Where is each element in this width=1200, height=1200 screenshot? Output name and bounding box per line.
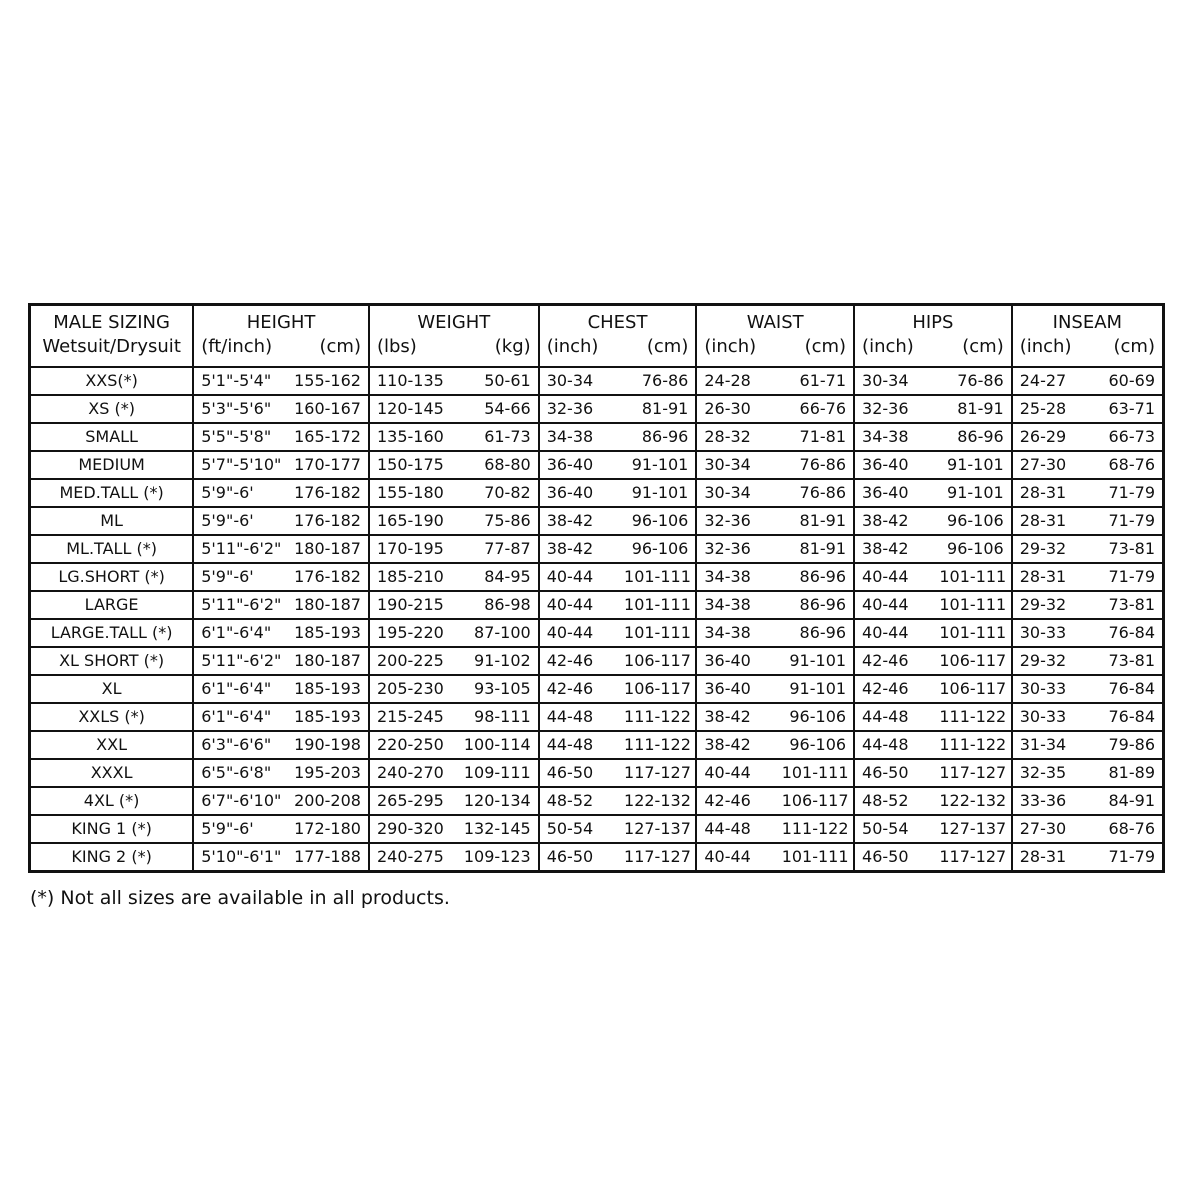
table-row xyxy=(30,367,1164,395)
measurement-cell: 84-91 xyxy=(1088,787,1163,815)
measurement-cell: 81-91 xyxy=(775,507,854,535)
measurement-cell: 127-137 xyxy=(617,815,696,843)
measurement-cell: 34-38 xyxy=(696,619,774,647)
measurement-cell: 28-31 xyxy=(1012,843,1088,872)
measurement-cell: 91-101 xyxy=(932,451,1011,479)
waist-unit-right: (cm) xyxy=(775,334,854,367)
measurement-cell: 100-114 xyxy=(454,731,538,759)
measurement-cell: 111-122 xyxy=(775,815,854,843)
size-name-cell: XXLS (*) xyxy=(30,703,194,731)
table-row xyxy=(30,619,1164,647)
measurement-cell: 34-38 xyxy=(696,563,774,591)
measurement-cell: 101-111 xyxy=(617,619,696,647)
measurement-cell: 40-44 xyxy=(854,563,932,591)
measurement-cell: 40-44 xyxy=(539,591,617,619)
measurement-cell: 40-44 xyxy=(539,619,617,647)
measurement-cell: 5'10"-6'1" xyxy=(193,843,281,872)
measurement-cell: 42-46 xyxy=(854,647,932,675)
measurement-cell: 117-127 xyxy=(617,843,696,872)
measurement-cell: 86-96 xyxy=(932,423,1011,451)
measurement-cell: 44-48 xyxy=(854,703,932,731)
measurement-cell: 86-96 xyxy=(617,423,696,451)
measurement-cell: 185-193 xyxy=(282,675,369,703)
measurement-cell: 30-34 xyxy=(696,479,774,507)
measurement-cell: 195-220 xyxy=(369,619,454,647)
size-name-cell: KING 1 (*) xyxy=(30,815,194,843)
measurement-cell: 34-38 xyxy=(539,423,617,451)
table-row xyxy=(30,423,1164,451)
measurement-cell: 176-182 xyxy=(282,563,369,591)
measurement-cell: 109-111 xyxy=(454,759,538,787)
measurement-cell: 91-102 xyxy=(454,647,538,675)
measurement-cell: 40-44 xyxy=(854,619,932,647)
measurement-cell: 5'9"-6' xyxy=(193,815,281,843)
measurement-cell: 38-42 xyxy=(854,507,932,535)
measurement-cell: 77-87 xyxy=(454,535,538,563)
measurement-cell: 170-195 xyxy=(369,535,454,563)
table-row xyxy=(30,647,1164,675)
measurement-cell: 46-50 xyxy=(854,759,932,787)
measurement-cell: 76-84 xyxy=(1088,675,1163,703)
measurement-cell: 75-86 xyxy=(454,507,538,535)
measurement-cell: 190-215 xyxy=(369,591,454,619)
measurement-cell: 180-187 xyxy=(282,647,369,675)
measurement-cell: 36-40 xyxy=(854,479,932,507)
size-name-cell: ML xyxy=(30,507,194,535)
measurement-cell: 40-44 xyxy=(696,843,774,872)
size-name-cell: XL xyxy=(30,675,194,703)
measurement-cell: 185-210 xyxy=(369,563,454,591)
weight-unit-left: (lbs) xyxy=(369,334,454,367)
waist-unit-left: (inch) xyxy=(696,334,774,367)
size-column-title: MALE SIZING xyxy=(53,312,170,333)
measurement-cell: 30-33 xyxy=(1012,619,1088,647)
measurement-cell: 101-111 xyxy=(932,591,1011,619)
measurement-cell: 34-38 xyxy=(696,591,774,619)
measurement-cell: 220-250 xyxy=(369,731,454,759)
measurement-cell: 6'1"-6'4" xyxy=(193,703,281,731)
measurement-cell: 101-111 xyxy=(932,563,1011,591)
measurement-cell: 6'1"-6'4" xyxy=(193,675,281,703)
measurement-cell: 122-132 xyxy=(932,787,1011,815)
size-name-cell: ML.TALL (*) xyxy=(30,535,194,563)
measurement-cell: 61-71 xyxy=(799,371,847,390)
measurement-cell: 106-117 xyxy=(617,675,696,703)
measurement-cell: 106-117 xyxy=(932,647,1011,675)
measurement-cell: 38-42 xyxy=(696,731,774,759)
measurement-cell: 180-187 xyxy=(282,591,369,619)
measurement-cell: 71-79 xyxy=(1088,563,1163,591)
measurement-cell: 111-122 xyxy=(617,731,696,759)
measurement-cell: 29-32 xyxy=(1012,535,1088,563)
measurement-cell: 29-32 xyxy=(1012,647,1088,675)
measurement-cell: 50-54 xyxy=(854,815,932,843)
measurement-cell: 185-193 xyxy=(282,703,369,731)
weight-column-title: WEIGHT xyxy=(369,305,539,335)
size-column-subtitle: Wetsuit/Drysuit xyxy=(30,334,194,367)
measurement-cell: 38-42 xyxy=(854,535,932,563)
measurement-cell: 42-46 xyxy=(696,787,774,815)
size-name-cell: LG.SHORT (*) xyxy=(30,563,194,591)
measurement-cell: 44-48 xyxy=(854,731,932,759)
measurement-cell: 91-101 xyxy=(617,451,696,479)
measurement-cell: 135-160 xyxy=(369,423,454,451)
measurement-cell: 155-162 xyxy=(294,371,361,390)
size-chart xyxy=(28,303,1165,873)
size-name-cell: MED.TALL (*) xyxy=(30,479,194,507)
table-row xyxy=(30,591,1164,619)
measurement-cell: 68-76 xyxy=(1088,451,1163,479)
measurement-cell: 120-145 xyxy=(369,395,454,423)
measurement-cell: 44-48 xyxy=(539,703,617,731)
measurement-cell: 109-123 xyxy=(454,843,538,872)
measurement-cell: 5'7"-5'10" xyxy=(193,451,281,479)
measurement-cell: 71-79 xyxy=(1088,507,1163,535)
size-name-cell: MEDIUM xyxy=(30,451,194,479)
measurement-cell: 86-96 xyxy=(775,563,854,591)
measurement-cell: 101-111 xyxy=(775,759,854,787)
measurement-cell: 106-117 xyxy=(775,787,854,815)
measurement-cell: 165-172 xyxy=(282,423,369,451)
measurement-cell: 34-38 xyxy=(854,423,932,451)
measurement-cell: 36-40 xyxy=(696,675,774,703)
measurement-cell: 86-96 xyxy=(775,619,854,647)
measurement-cell: 36-40 xyxy=(696,647,774,675)
size-name-cell: LARGE.TALL (*) xyxy=(30,619,194,647)
measurement-cell: 265-295 xyxy=(369,787,454,815)
chest-unit-left: (inch) xyxy=(539,334,617,367)
size-name-cell: XXS(*) xyxy=(85,371,138,390)
measurement-cell: 240-275 xyxy=(369,843,454,872)
measurement-cell: 5'3"-5'6" xyxy=(193,395,281,423)
size-name-cell: XXL xyxy=(30,731,194,759)
measurement-cell: 5'11"-6'2" xyxy=(193,535,281,563)
measurement-cell: 76-86 xyxy=(775,451,854,479)
measurement-cell: 81-91 xyxy=(775,535,854,563)
measurement-cell: 60-69 xyxy=(1108,371,1155,390)
table-row xyxy=(30,703,1164,731)
measurement-cell: 96-106 xyxy=(775,731,854,759)
measurement-cell: 122-132 xyxy=(617,787,696,815)
measurement-cell: 117-127 xyxy=(932,843,1011,872)
table-row xyxy=(30,731,1164,759)
measurement-cell: 176-182 xyxy=(282,479,369,507)
measurement-cell: 46-50 xyxy=(854,843,932,872)
measurement-cell: 240-270 xyxy=(369,759,454,787)
measurement-cell: 29-32 xyxy=(1012,591,1088,619)
table-row xyxy=(30,507,1164,535)
height-unit-left: (ft/inch) xyxy=(193,334,281,367)
measurement-cell: 26-30 xyxy=(696,395,774,423)
measurement-cell: 42-46 xyxy=(539,647,617,675)
hips-unit-left: (inch) xyxy=(854,334,932,367)
height-unit-right: (cm) xyxy=(282,334,369,367)
measurement-cell: 48-52 xyxy=(854,787,932,815)
measurement-cell: 190-198 xyxy=(282,731,369,759)
measurement-cell: 5'9"-6' xyxy=(193,507,281,535)
header-row-units xyxy=(30,334,1164,367)
measurement-cell: 32-36 xyxy=(696,507,774,535)
measurement-cell: 25-28 xyxy=(1012,395,1088,423)
measurement-cell: 96-106 xyxy=(617,507,696,535)
measurement-cell: 33-36 xyxy=(1012,787,1088,815)
measurement-cell: 5'11"-6'2" xyxy=(193,591,281,619)
measurement-cell: 70-82 xyxy=(454,479,538,507)
measurement-cell: 96-106 xyxy=(932,507,1011,535)
measurement-cell: 101-111 xyxy=(775,843,854,872)
inseam-column-title: INSEAM xyxy=(1012,305,1164,335)
measurement-cell: 44-48 xyxy=(696,815,774,843)
waist-column-title: WAIST xyxy=(696,305,854,335)
measurement-cell: 170-177 xyxy=(282,451,369,479)
measurement-cell: 42-46 xyxy=(854,675,932,703)
table-row xyxy=(30,479,1164,507)
measurement-cell: 27-30 xyxy=(1012,451,1088,479)
table-row xyxy=(30,535,1164,563)
measurement-cell: 38-42 xyxy=(696,703,774,731)
measurement-cell: 155-180 xyxy=(369,479,454,507)
measurement-cell: 205-230 xyxy=(369,675,454,703)
measurement-cell: 5'1"-5'4" xyxy=(193,367,281,395)
measurement-cell: 28-31 xyxy=(1012,563,1088,591)
measurement-cell: 28-31 xyxy=(1012,507,1088,535)
measurement-cell: 84-95 xyxy=(454,563,538,591)
measurement-cell: 86-98 xyxy=(454,591,538,619)
measurement-cell: 66-73 xyxy=(1088,423,1163,451)
hips-unit-right: (cm) xyxy=(932,334,1011,367)
measurement-cell: 5'5"-5'8" xyxy=(193,423,281,451)
measurement-cell: 63-71 xyxy=(1088,395,1163,423)
table-row xyxy=(30,815,1164,843)
measurement-cell: 101-111 xyxy=(932,619,1011,647)
table-row xyxy=(30,563,1164,591)
measurement-cell: 71-79 xyxy=(1088,843,1163,872)
measurement-cell: 76-86 xyxy=(641,371,689,390)
measurement-cell: 215-245 xyxy=(369,703,454,731)
measurement-cell: 86-96 xyxy=(775,591,854,619)
measurement-cell: 32-36 xyxy=(854,395,932,423)
measurement-cell: 79-86 xyxy=(1088,731,1163,759)
measurement-cell: 50-61 xyxy=(484,371,531,390)
measurement-cell: 71-81 xyxy=(775,423,854,451)
measurement-cell: 91-101 xyxy=(775,647,854,675)
measurement-cell: 73-81 xyxy=(1088,591,1163,619)
measurement-cell: 6'5"-6'8" xyxy=(193,759,281,787)
measurement-cell: 30-34 xyxy=(696,451,774,479)
measurement-cell: 76-84 xyxy=(1088,703,1163,731)
table-row xyxy=(30,395,1164,423)
measurement-cell: 5'9"-6' xyxy=(193,479,281,507)
chest-unit-right: (cm) xyxy=(617,334,696,367)
measurement-cell: 185-193 xyxy=(282,619,369,647)
height-column-title: HEIGHT xyxy=(193,305,369,335)
measurement-cell: 31-34 xyxy=(1012,731,1088,759)
inseam-unit-right: (cm) xyxy=(1088,334,1163,367)
measurement-cell: 38-42 xyxy=(539,535,617,563)
measurement-cell: 6'1"-6'4" xyxy=(193,619,281,647)
measurement-cell: 127-137 xyxy=(932,815,1011,843)
size-name-cell: 4XL (*) xyxy=(30,787,194,815)
measurement-cell: 76-86 xyxy=(775,479,854,507)
measurement-cell: 40-44 xyxy=(854,591,932,619)
size-name-cell: XXXL xyxy=(30,759,194,787)
table-row xyxy=(30,675,1164,703)
measurement-cell: 117-127 xyxy=(617,759,696,787)
measurement-cell: 96-106 xyxy=(617,535,696,563)
header-row-titles xyxy=(30,305,1164,335)
measurement-cell: 111-122 xyxy=(932,731,1011,759)
measurement-cell: 81-91 xyxy=(932,395,1011,423)
measurement-cell: 44-48 xyxy=(539,731,617,759)
measurement-cell: 27-30 xyxy=(1012,815,1088,843)
availability-footnote: (*) Not all sizes are available in all products. xyxy=(30,887,450,909)
table-row xyxy=(30,759,1164,787)
measurement-cell: 36-40 xyxy=(854,451,932,479)
measurement-cell: 6'3"-6'6" xyxy=(193,731,281,759)
table-row xyxy=(30,451,1164,479)
measurement-cell: 46-50 xyxy=(539,843,617,872)
measurement-cell: 46-50 xyxy=(539,759,617,787)
measurement-cell: 73-81 xyxy=(1088,535,1163,563)
measurement-cell: 32-36 xyxy=(539,395,617,423)
chest-column-title: CHEST xyxy=(539,305,697,335)
measurement-cell: 290-320 xyxy=(369,815,454,843)
measurement-cell: 101-111 xyxy=(617,563,696,591)
measurement-cell: 150-175 xyxy=(369,451,454,479)
measurement-cell: 24-27 xyxy=(1012,367,1088,395)
measurement-cell: 120-134 xyxy=(454,787,538,815)
measurement-cell: 96-106 xyxy=(775,703,854,731)
size-name-cell: SMALL xyxy=(30,423,194,451)
measurement-cell: 68-80 xyxy=(454,451,538,479)
measurement-cell: 30-33 xyxy=(1012,675,1088,703)
hips-column-title: HIPS xyxy=(854,305,1012,335)
measurement-cell: 117-127 xyxy=(932,759,1011,787)
weight-unit-right: (kg) xyxy=(454,334,538,367)
measurement-cell: 106-117 xyxy=(617,647,696,675)
inseam-unit-left: (inch) xyxy=(1012,334,1088,367)
measurement-cell: 87-100 xyxy=(454,619,538,647)
measurement-cell: 93-105 xyxy=(454,675,538,703)
table-row xyxy=(30,843,1164,872)
measurement-cell: 40-44 xyxy=(539,563,617,591)
measurement-cell: 195-203 xyxy=(282,759,369,787)
measurement-cell: 30-34 xyxy=(539,367,617,395)
measurement-cell: 26-29 xyxy=(1012,423,1088,451)
measurement-cell: 132-145 xyxy=(454,815,538,843)
measurement-cell: 177-188 xyxy=(282,843,369,872)
size-name-cell: LARGE xyxy=(30,591,194,619)
table-body xyxy=(30,367,1164,872)
measurement-cell: 30-34 xyxy=(854,367,932,395)
measurement-cell: 101-111 xyxy=(617,591,696,619)
measurement-cell: 36-40 xyxy=(539,451,617,479)
measurement-cell: 176-182 xyxy=(282,507,369,535)
measurement-cell: 81-91 xyxy=(617,395,696,423)
measurement-cell: 71-79 xyxy=(1088,479,1163,507)
measurement-cell: 91-101 xyxy=(932,479,1011,507)
measurement-cell: 172-180 xyxy=(282,815,369,843)
measurement-cell: 30-33 xyxy=(1012,703,1088,731)
measurement-cell: 111-122 xyxy=(617,703,696,731)
measurement-cell: 24-28 xyxy=(696,367,774,395)
measurement-cell: 5'9"-6' xyxy=(193,563,281,591)
measurement-cell: 91-101 xyxy=(617,479,696,507)
measurement-cell: 6'7"-6'10" xyxy=(193,787,281,815)
measurement-cell: 76-84 xyxy=(1088,619,1163,647)
measurement-cell: 81-89 xyxy=(1088,759,1163,787)
measurement-cell: 180-187 xyxy=(282,535,369,563)
size-name-cell: KING 2 (*) xyxy=(30,843,194,872)
measurement-cell: 160-167 xyxy=(282,395,369,423)
measurement-cell: 61-73 xyxy=(454,423,538,451)
measurement-cell: 200-225 xyxy=(369,647,454,675)
measurement-cell: 48-52 xyxy=(539,787,617,815)
measurement-cell: 165-190 xyxy=(369,507,454,535)
measurement-cell: 111-122 xyxy=(932,703,1011,731)
measurement-cell: 50-54 xyxy=(539,815,617,843)
measurement-cell: 68-76 xyxy=(1088,815,1163,843)
size-name-cell: XS (*) xyxy=(30,395,194,423)
male-sizing-table xyxy=(28,303,1165,873)
measurement-cell: 73-81 xyxy=(1088,647,1163,675)
measurement-cell: 66-76 xyxy=(775,395,854,423)
measurement-cell: 32-35 xyxy=(1012,759,1088,787)
measurement-cell: 96-106 xyxy=(932,535,1011,563)
measurement-cell: 42-46 xyxy=(539,675,617,703)
measurement-cell: 36-40 xyxy=(539,479,617,507)
measurement-cell: 38-42 xyxy=(539,507,617,535)
measurement-cell: 5'11"-6'2" xyxy=(193,647,281,675)
measurement-cell: 98-111 xyxy=(454,703,538,731)
size-name-cell: XL SHORT (*) xyxy=(30,647,194,675)
measurement-cell: 28-31 xyxy=(1012,479,1088,507)
measurement-cell: 91-101 xyxy=(775,675,854,703)
table-row xyxy=(30,787,1164,815)
measurement-cell: 106-117 xyxy=(932,675,1011,703)
measurement-cell: 40-44 xyxy=(696,759,774,787)
measurement-cell: 28-32 xyxy=(696,423,774,451)
measurement-cell: 110-135 xyxy=(369,367,454,395)
measurement-cell: 76-86 xyxy=(957,371,1004,390)
measurement-cell: 200-208 xyxy=(282,787,369,815)
measurement-cell: 54-66 xyxy=(454,395,538,423)
measurement-cell: 32-36 xyxy=(696,535,774,563)
